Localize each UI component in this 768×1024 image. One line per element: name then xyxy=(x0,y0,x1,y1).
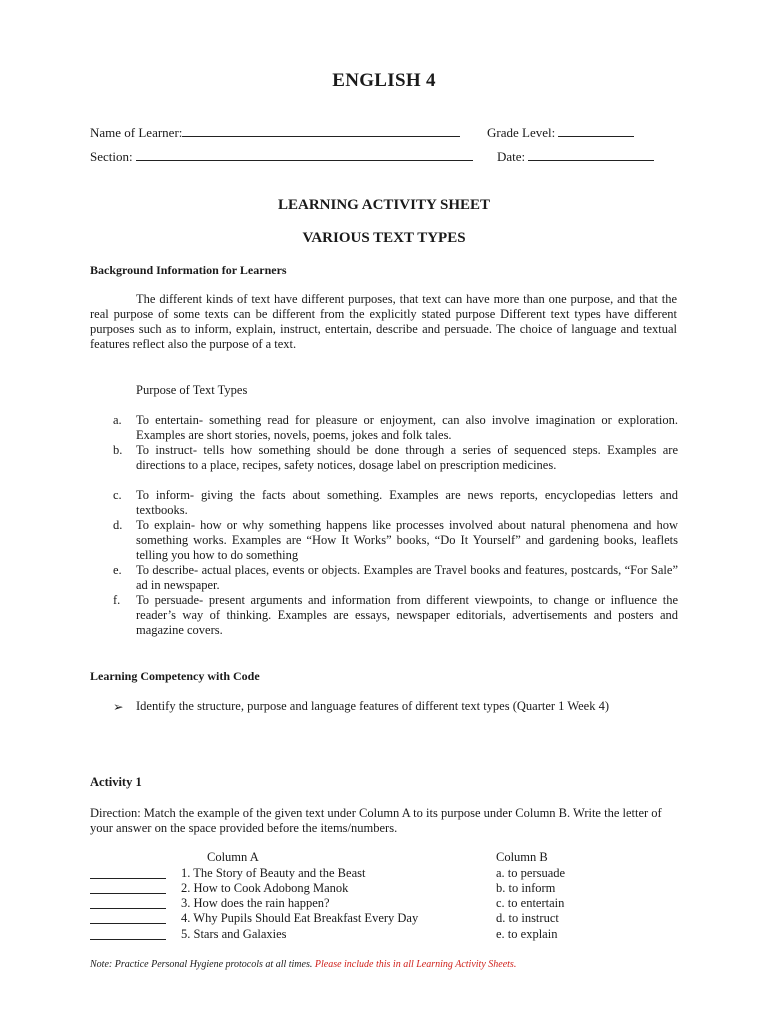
name-input-line[interactable] xyxy=(182,124,460,137)
column-a-item: 3. How does the rain happen? xyxy=(181,896,330,910)
background-paragraph: The different kinds of text have different purposes, that text can have more than one purpose, and that the real purpose of some texts can be different from the explicitly stated purpose Different text types have different purposes such as to inform, explain, instruct, entertain, describe and persuade. The choice of language and textual features reflect also the purpose of a text. xyxy=(90,292,677,351)
answer-blank[interactable] xyxy=(90,866,166,879)
column-b-item: e. to explain xyxy=(496,927,558,941)
list-marker: f. xyxy=(113,593,121,607)
bullet-arrow-icon: ➢ xyxy=(113,700,124,714)
match-row xyxy=(90,896,690,911)
list-text: To persuade- present arguments and information from different viewpoints, to change or influence the reader’s way of thinking. Examples are essays, newspaper editorials, advertisements and posters and magazine covers. xyxy=(136,593,678,637)
date-label: Date: xyxy=(497,149,526,164)
list-marker: b. xyxy=(113,443,123,457)
column-a-header: Column A xyxy=(207,850,259,864)
answer-blank[interactable] xyxy=(90,911,166,924)
section-field-row xyxy=(90,148,473,165)
footer-note xyxy=(90,959,516,970)
column-a-item: 4. Why Pupils Should Eat Breakfast Every Day xyxy=(181,911,419,925)
column-a-item: 5. Stars and Galaxies xyxy=(181,927,287,941)
column-a-item: 2. How to Cook Adobong Manok xyxy=(181,881,349,895)
background-heading: Background Information for Learners xyxy=(90,263,287,277)
column-b-item: c. to entertain xyxy=(496,896,565,910)
sheet-title: LEARNING ACTIVITY SHEET xyxy=(278,197,490,213)
match-row xyxy=(90,911,690,926)
answer-blank[interactable] xyxy=(90,896,166,909)
list-marker: a. xyxy=(113,413,122,427)
competency-heading: Learning Competency with Code xyxy=(90,669,260,683)
topic-title: VARIOUS TEXT TYPES xyxy=(302,230,466,246)
match-row xyxy=(90,866,690,881)
list-text: To describe- actual places, events or objects. Examples are Travel books and features, postcards, “For Sale” ad in newspaper. xyxy=(136,563,678,592)
name-label: Name of Learner: xyxy=(90,125,183,140)
column-b-header: Column B xyxy=(496,850,548,864)
competency-text: Identify the structure, purpose and language features of different text types (Quarter 1 Week 4) xyxy=(136,699,610,713)
list-text: To instruct- tells how something should be done through a series of sequenced steps. Examples are directions to a place, recipes, safety notices, dosage label on prescription medicines. xyxy=(136,443,678,472)
date-input-line[interactable] xyxy=(528,148,654,161)
list-text: To entertain- something read for pleasure or enjoyment, can also involve imagination or exploration. Examples are short stories, novels, poems, jokes and folk tales. xyxy=(136,413,678,442)
section-label: Section: xyxy=(90,149,133,164)
note-text: Note: Practice Personal Hygiene protocols at all times. xyxy=(90,959,313,970)
list-text: To inform- giving the facts about something. Examples are news reports, encyclopedias letters and textbooks. xyxy=(136,488,678,517)
section-input-line[interactable] xyxy=(136,148,473,161)
list-marker: c. xyxy=(113,488,122,502)
match-row xyxy=(90,881,690,896)
list-marker: d. xyxy=(113,518,123,532)
answer-blank[interactable] xyxy=(90,881,166,894)
column-b-item: d. to instruct xyxy=(496,911,559,925)
column-b-item: b. to inform xyxy=(496,881,556,895)
grade-input-line[interactable] xyxy=(558,124,634,137)
grade-label: Grade Level: xyxy=(487,125,556,140)
column-b-item: a. to persuade xyxy=(496,866,566,880)
column-a-item: 1. The Story of Beauty and the Beast xyxy=(181,866,366,880)
date-field-row xyxy=(497,148,654,165)
note-red-text: Please include this in all Learning Activity Sheets. xyxy=(314,959,517,970)
purpose-label: Purpose of Text Types xyxy=(136,383,248,397)
answer-blank[interactable] xyxy=(90,927,166,940)
grade-field-row xyxy=(487,124,634,141)
list-text: To explain- how or why something happens like processes involved about natural phenomena and how something works. Examples are “How It Works” books, “Do It Yourself” and gardening books, leaflets telling you how to do something xyxy=(136,518,678,562)
activity-heading: Activity 1 xyxy=(90,775,142,789)
activity-direction: Direction: Match the example of the given text under Column A to its purpose under Column B. Write the letter of your answer on the space provided before the items/numbers. xyxy=(90,806,662,835)
list-marker: e. xyxy=(113,563,122,577)
match-row xyxy=(90,927,690,942)
page-title: ENGLISH 4 xyxy=(332,70,436,91)
name-field-row xyxy=(90,124,460,141)
